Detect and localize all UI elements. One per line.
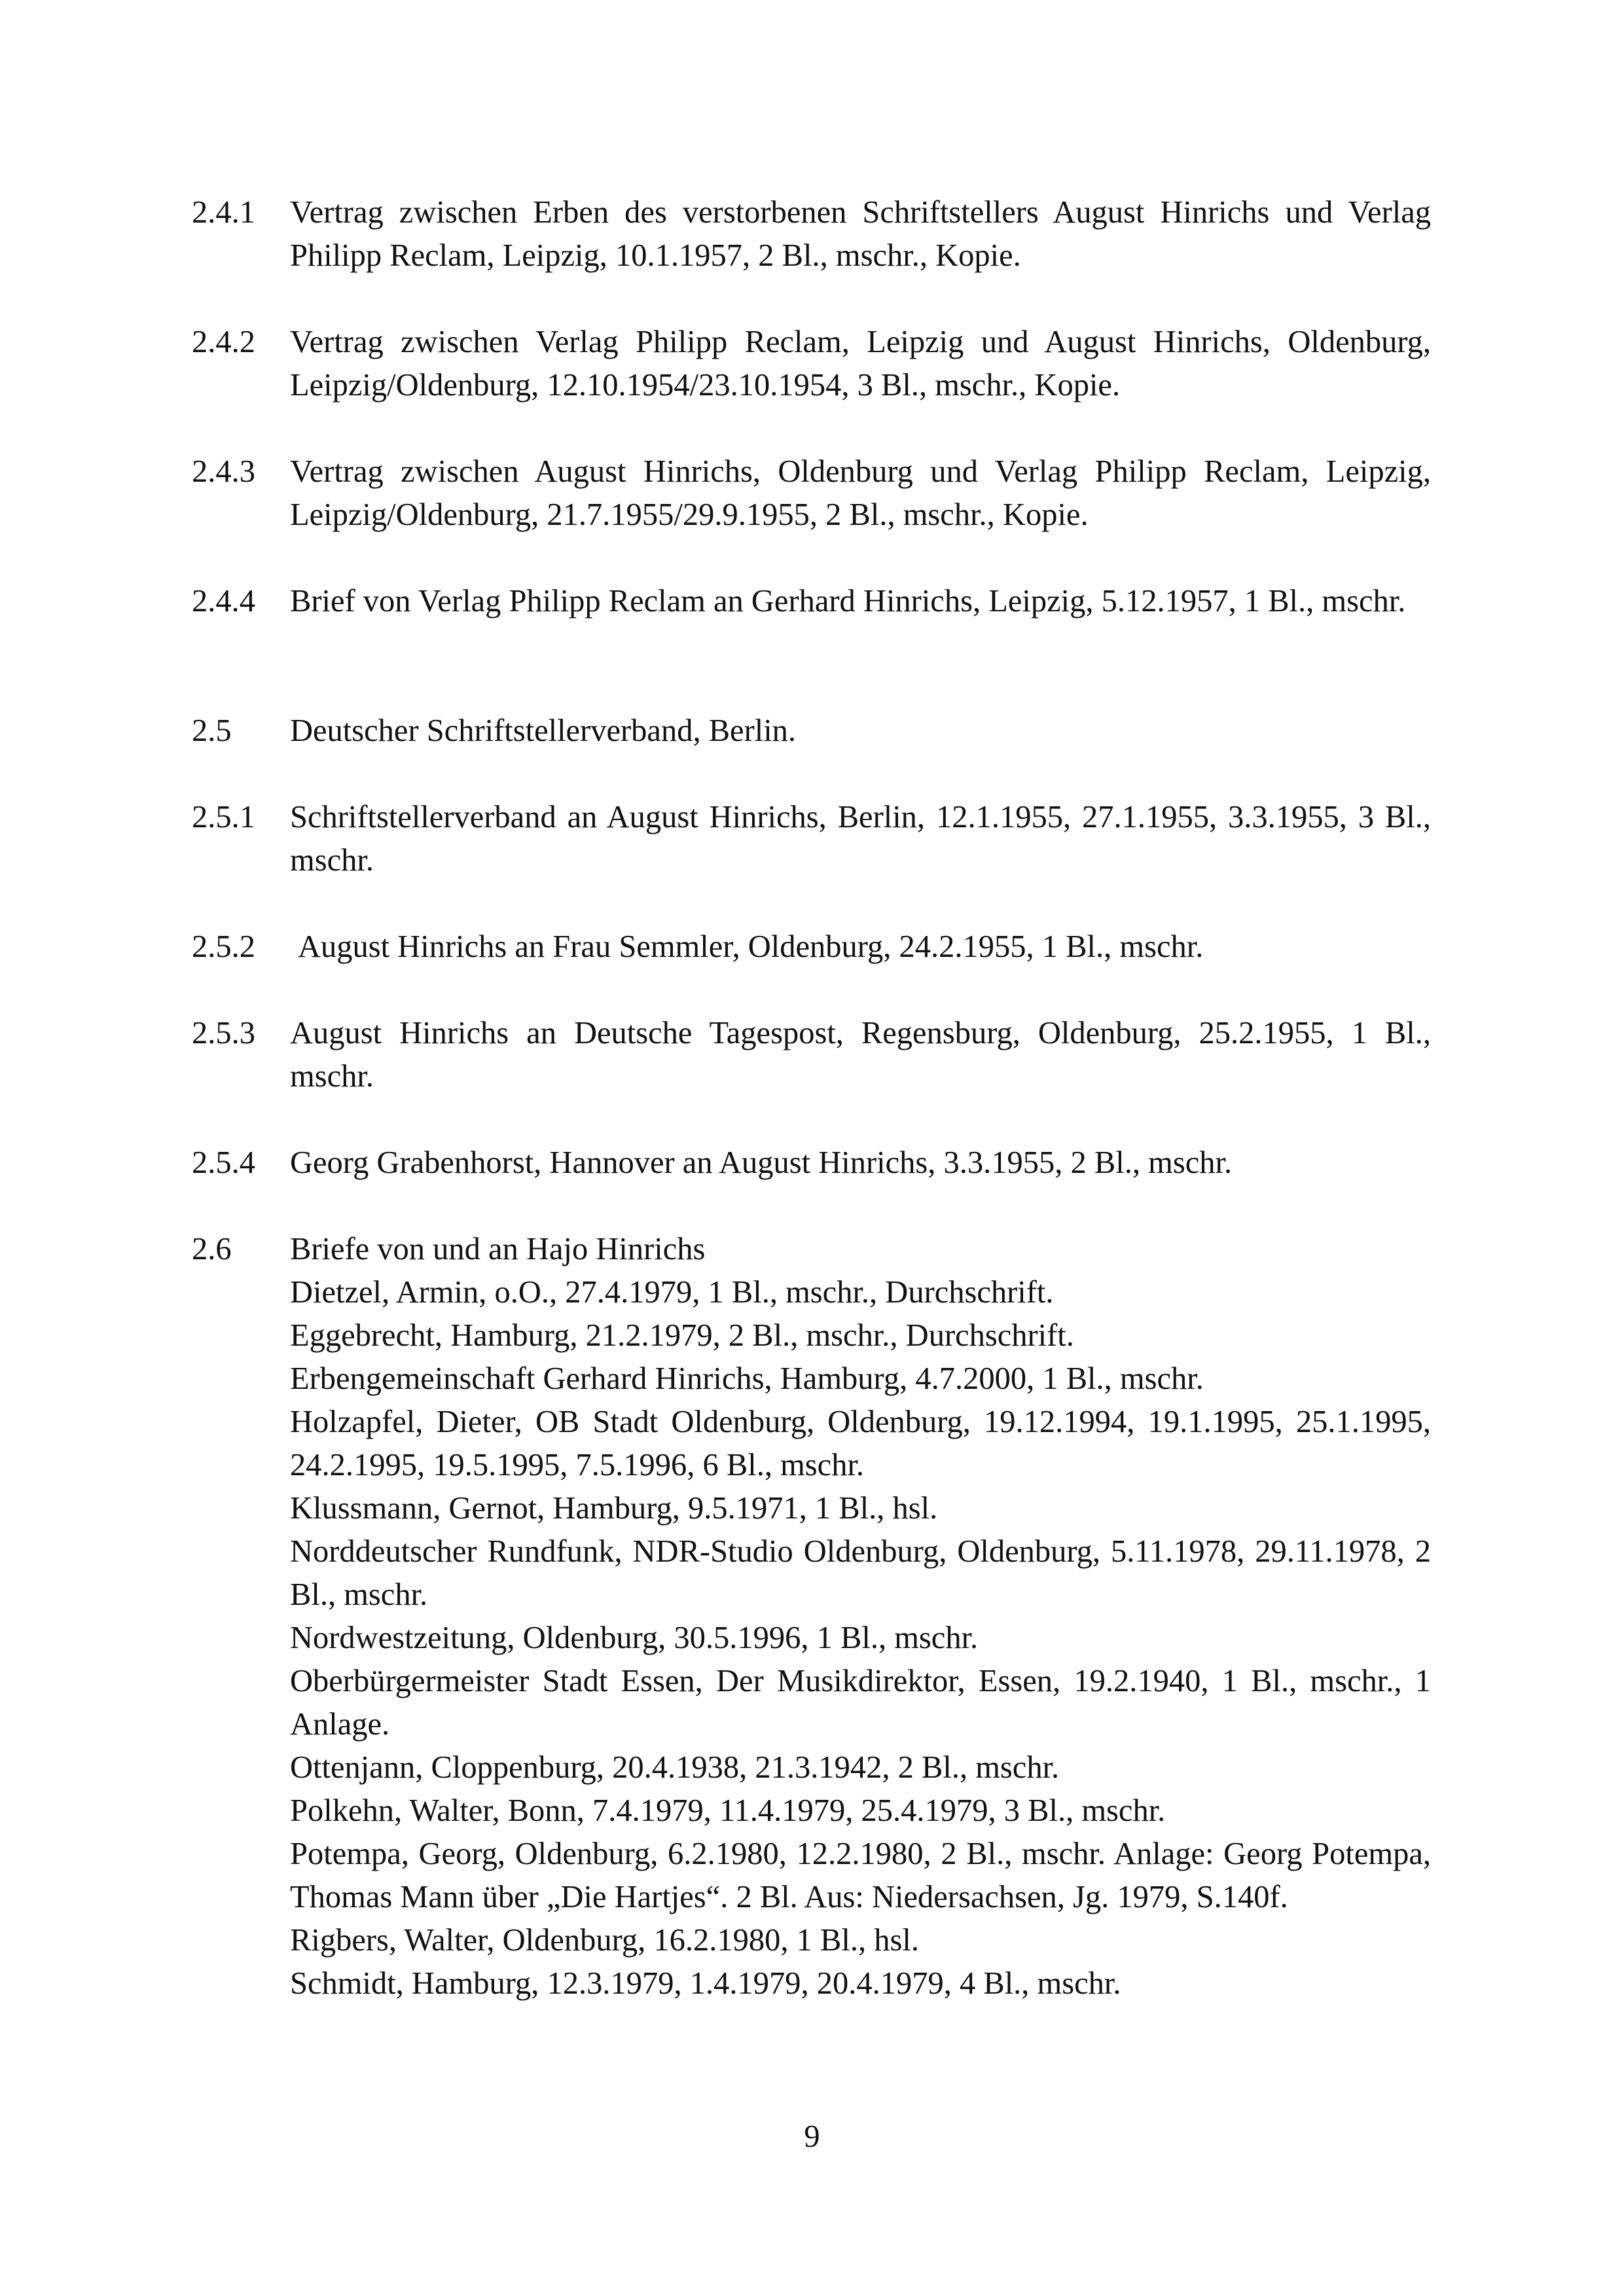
- list-item: Rigbers, Walter, Oldenburg, 16.2.1980, 1 Bl., hsl.: [290, 1923, 919, 1958]
- entry-2-4-2: [192, 321, 1431, 407]
- entry-number: 2.4.1: [192, 195, 255, 230]
- entry-2-4-1: [192, 191, 1431, 278]
- list-item: Erbengemeinschaft Gerhard Hinrichs, Hamburg, 4.7.2000, 1 Bl., mschr.: [290, 1361, 1204, 1396]
- entry-2-4-3: [192, 450, 1431, 537]
- entry-number: 2.5: [192, 713, 232, 748]
- entry-text: Schriftstellerverband an August Hinrichs, Berlin, 12.1.1955, 27.1.1955, 3.3.1955, 3 Bl., mschr.: [290, 800, 1431, 878]
- list-item: Ottenjann, Cloppenburg, 20.4.1938, 21.3.1942, 2 Bl., mschr.: [290, 1750, 1060, 1785]
- entry-number: 2.4.3: [192, 454, 255, 489]
- entry-number: 2.5.4: [192, 1145, 255, 1180]
- list-item: Dietzel, Armin, o.O., 27.4.1979, 1 Bl., mschr., Durchschrift.: [290, 1275, 1054, 1310]
- entry-text: Vertrag zwischen Erben des verstorbenen Schriftstellers August Hinrichs und Verlag Philipp Reclam, Leipzig, 10.1.1957, 2 Bl., mschr., Kopie.: [290, 195, 1431, 273]
- list-item: Nordwestzeitung, Oldenburg, 30.5.1996, 1 Bl., mschr.: [290, 1621, 979, 1655]
- entry-text: Vertrag zwischen August Hinrichs, Oldenburg und Verlag Philipp Reclam, Leipzig, Leipzig/Oldenburg, 21.7.1955/29.9.1955, 2 Bl., mschr., Kopie.: [290, 454, 1431, 532]
- entry-text: Vertrag zwischen Verlag Philipp Reclam, Leipzig und August Hinrichs, Oldenburg, Leipzig/Oldenburg, 12.10.1954/23.10.1954, 3 Bl., mschr., Kopie.: [290, 325, 1431, 403]
- section-heading: Briefe von und an Hajo Hinrichs: [290, 1232, 706, 1266]
- list-item: Schmidt, Hamburg, 12.3.1979, 1.4.1979, 20.4.1979, 4 Bl., mschr.: [290, 1966, 1121, 2001]
- entry-2-5-2: [192, 925, 1431, 969]
- entry-text: August Hinrichs an Frau Semmler, Oldenburg, 24.2.1955, 1 Bl., mschr.: [298, 929, 1204, 964]
- list-item: Polkehn, Walter, Bonn, 7.4.1979, 11.4.1979, 25.4.1979, 3 Bl., mschr.: [290, 1793, 1166, 1828]
- entry-2-5: [192, 709, 1431, 753]
- entry-number: 2.5.3: [192, 1016, 255, 1050]
- entry-text: Deutscher Schriftstellerverband, Berlin.: [290, 713, 797, 748]
- entry-number: 2.4.4: [192, 584, 255, 619]
- entry-2-5-3: [192, 1012, 1431, 1098]
- entry-2-4-4: [192, 580, 1431, 623]
- list-item: Oberbürgermeister Stadt Essen, Der Musikdirektor, Essen, 19.2.1940, 1 Bl., mschr., 1 Anlage.: [290, 1664, 1431, 1742]
- entry-number: 2.6: [192, 1232, 232, 1266]
- entry-number: 2.5.2: [192, 929, 255, 964]
- list-item: Holzapfel, Dieter, OB Stadt Oldenburg, Oldenburg, 19.12.1994, 19.1.1995, 25.1.1995, 24.2.1995, 19.5.1995, 7.5.1996, 6 Bl., mschr.: [290, 1405, 1431, 1482]
- list-item: Potempa, Georg, Oldenburg, 6.2.1980, 12.2.1980, 2 Bl., mschr. Anlage: Georg Potempa, Thomas Mann über „Die Hartjes“. 2 Bl. Aus: Niedersachsen, Jg. 1979, S.140f.: [290, 1837, 1431, 1914]
- entry-number: 2.5.1: [192, 800, 255, 834]
- list-item: Norddeutscher Rundfunk, NDR-Studio Oldenburg, Oldenburg, 5.11.1978, 29.11.1978, 2 Bl., mschr.: [290, 1534, 1431, 1612]
- entry-2-5-1: [192, 796, 1431, 882]
- entry-2-6: [192, 1228, 1431, 2005]
- entry-text: Brief von Verlag Philipp Reclam an Gerhard Hinrichs, Leipzig, 5.12.1957, 1 Bl., mschr.: [290, 584, 1406, 619]
- page-number: 9: [804, 2119, 820, 2154]
- entry-2-5-4: [192, 1141, 1431, 1185]
- entry-number: 2.4.2: [192, 325, 255, 359]
- entry-text: August Hinrichs an Deutsche Tagespost, Regensburg, Oldenburg, 25.2.1955, 1 Bl., mschr.: [290, 1016, 1431, 1094]
- list-item: Eggebrecht, Hamburg, 21.2.1979, 2 Bl., mschr., Durchschrift.: [290, 1318, 1074, 1353]
- list-item: Klussmann, Gernot, Hamburg, 9.5.1971, 1 Bl., hsl.: [290, 1491, 938, 1526]
- entry-text: Georg Grabenhorst, Hannover an August Hinrichs, 3.3.1955, 2 Bl., mschr.: [290, 1145, 1233, 1180]
